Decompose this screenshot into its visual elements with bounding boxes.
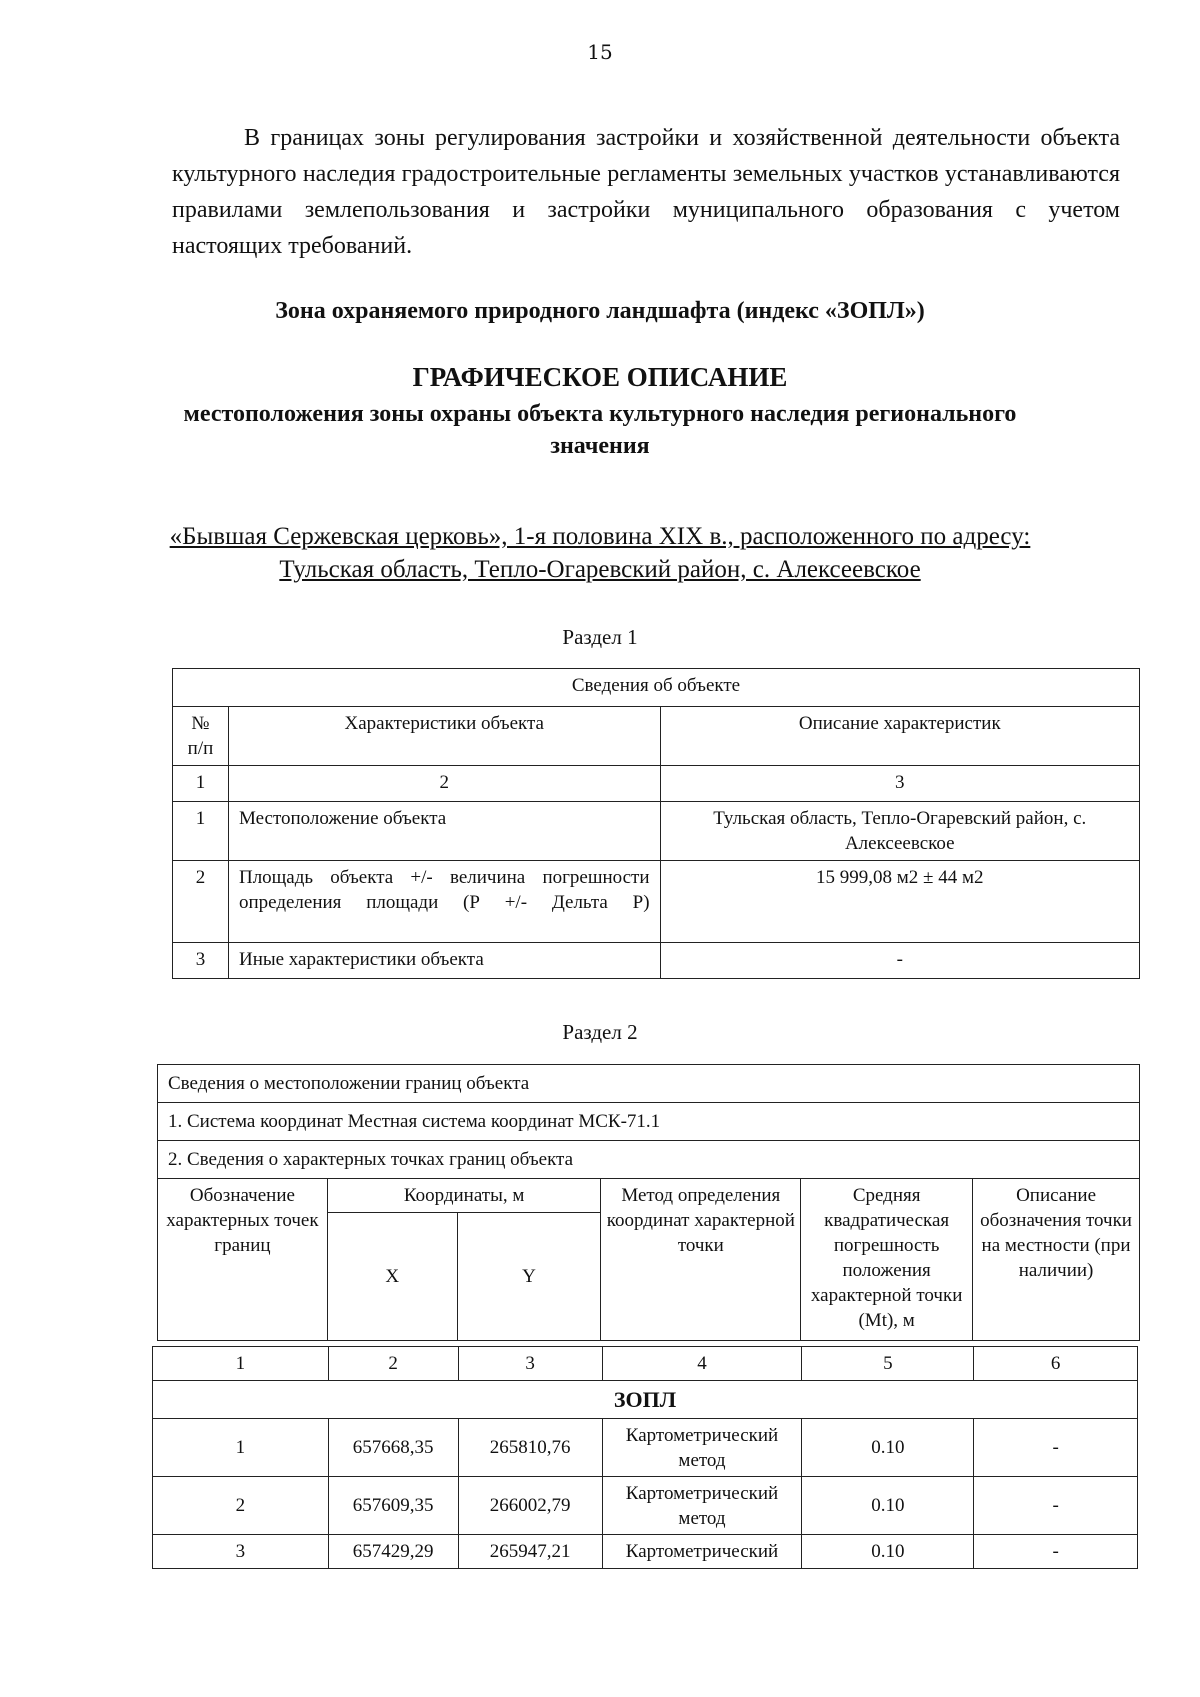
column-number: 6	[974, 1347, 1138, 1381]
header-characteristics: Характеристики объекта	[228, 707, 660, 766]
point-rms: 0.10	[802, 1419, 974, 1477]
point-rms: 0.10	[802, 1535, 974, 1569]
column-number: 2	[228, 766, 660, 802]
section-1-label: Раздел 1	[562, 625, 638, 649]
coordinate-system: 1. Система координат Местная система координат МСК-71.1	[158, 1103, 1140, 1141]
row-value: -	[660, 943, 1139, 979]
column-number: 1	[153, 1347, 329, 1381]
point-y: 266002,79	[458, 1477, 602, 1535]
intro-text: В границах зоны регулирования застройки и хозяйственной деятельности объекта культурного наследия градостроительные регламенты земельных участков устанавливаются правилами землепользования и застройки муниципального образования с учетом настоящих требований.	[172, 125, 1120, 259]
row-number: 2	[173, 861, 229, 943]
point-id: 1	[153, 1419, 329, 1477]
point-id: 2	[153, 1477, 329, 1535]
row-number: 1	[173, 802, 229, 861]
point-method: Картометрический	[602, 1535, 802, 1569]
header-rms-error: Средняя квадратическая погрешность положения характерной точки (Mt), м	[801, 1179, 973, 1341]
page-number: 15	[587, 40, 613, 64]
table-row	[173, 943, 1140, 979]
document-title: ГРАФИЧЕСКОЕ ОПИСАНИЕ	[412, 362, 788, 392]
column-numbers-row	[153, 1347, 1138, 1381]
object-name: «Бывшая Сержевская церковь», 1-я половина XIX в., расположенного по адресу: Тульская область, Тепло-Огаревский район, с. Алексеевское	[169, 523, 1031, 583]
table-row	[173, 802, 1140, 861]
point-x: 657609,35	[328, 1477, 458, 1535]
table-row	[153, 1535, 1138, 1569]
object-info-table	[172, 668, 1140, 979]
row-characteristic: Иные характеристики объекта	[228, 943, 660, 979]
boundary-points-table	[152, 1346, 1138, 1569]
header-designation: Обозначение характерных точек границ	[158, 1179, 328, 1341]
column-number: 4	[602, 1347, 802, 1381]
point-description: -	[974, 1535, 1138, 1569]
column-number: 2	[328, 1347, 458, 1381]
point-id: 3	[153, 1535, 329, 1569]
header-coordinates: Координаты, м	[327, 1179, 601, 1213]
row-number: 3	[173, 943, 229, 979]
table-row	[153, 1477, 1138, 1535]
column-number: 3	[458, 1347, 602, 1381]
column-number: 3	[660, 766, 1139, 802]
row-characteristic: Площадь объекта +/- величина погрешности определения площади (Р +/- Дельта Р)	[228, 861, 660, 943]
zone-label: ЗОПЛ	[153, 1381, 1138, 1419]
column-number: 1	[173, 766, 229, 802]
header-x: X	[327, 1213, 457, 1341]
point-method: Картометрический метод	[602, 1477, 802, 1535]
zone-title: Зона охраняемого природного ландшафта (индекс «ЗОПЛ»)	[275, 298, 925, 324]
header-number: № п/п	[173, 707, 229, 766]
point-method: Картометрический метод	[602, 1419, 802, 1477]
point-y: 265947,21	[458, 1535, 602, 1569]
table-row	[173, 861, 1140, 943]
column-number: 5	[802, 1347, 974, 1381]
boundary-info-table	[157, 1064, 1140, 1341]
point-x: 657668,35	[328, 1419, 458, 1477]
table-row	[153, 1419, 1138, 1477]
header-y: Y	[457, 1213, 601, 1341]
points-caption: 2. Сведения о характерных точках границ объекта	[158, 1141, 1140, 1179]
point-x: 657429,29	[328, 1535, 458, 1569]
object-info-caption: Сведения об объекте	[173, 669, 1140, 707]
section-2-label: Раздел 2	[562, 1020, 638, 1044]
column-numbers-row	[173, 766, 1140, 802]
point-rms: 0.10	[802, 1477, 974, 1535]
row-value: 15 999,08 м2 ± 44 м2	[660, 861, 1139, 943]
row-value: Тульская область, Тепло-Огаревский район, с. Алексеевское	[660, 802, 1139, 861]
header-method: Метод определения координат характерной точки	[601, 1179, 801, 1341]
point-description: -	[974, 1419, 1138, 1477]
boundary-info-caption: Сведения о местоположении границ объекта	[158, 1065, 1140, 1103]
point-y: 265810,76	[458, 1419, 602, 1477]
header-description: Описание характеристик	[660, 707, 1139, 766]
header-point-description: Описание обозначения точки на местности (при наличии)	[973, 1179, 1140, 1341]
point-description: -	[974, 1477, 1138, 1535]
intro-paragraph	[172, 120, 1120, 264]
row-characteristic: Местоположение объекта	[228, 802, 660, 861]
document-subtitle: местоположения зоны охраны объекта культурного наследия регионального значения	[183, 401, 1017, 459]
